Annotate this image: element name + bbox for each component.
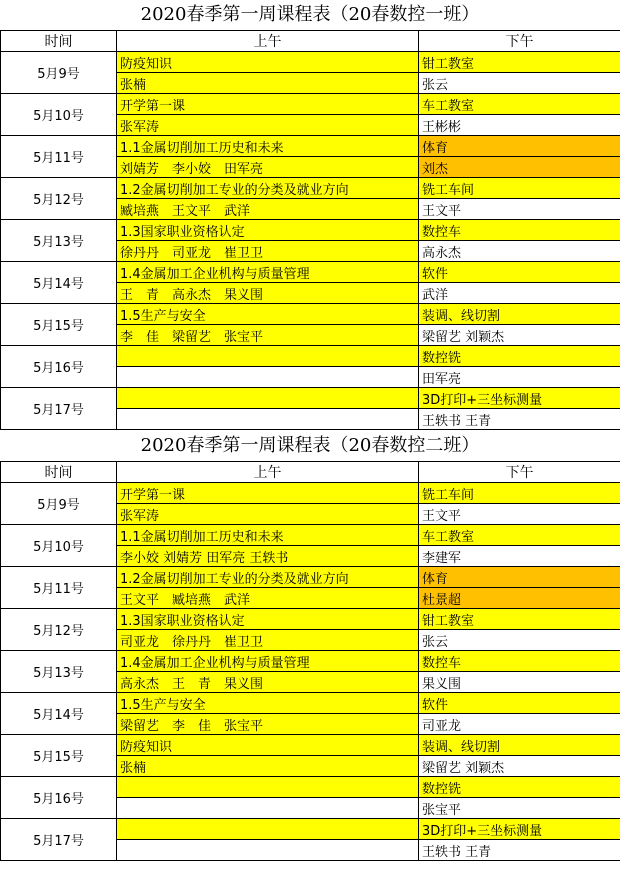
afternoon-course-cell: 钳工教室 — [419, 609, 620, 630]
morning-teacher-cell: 臧培燕 王文平 武洋 — [117, 199, 419, 220]
morning-teacher-cell: 高永杰 王 青 果义围 — [117, 672, 419, 693]
date-cell: 5月16号 — [1, 777, 117, 819]
afternoon-teacher-cell: 张云 — [419, 73, 620, 94]
afternoon-teacher-cell: 王彬彬 — [419, 115, 620, 136]
schedule-row — [1, 819, 620, 840]
morning-course-cell: 1.5生产与安全 — [117, 693, 419, 714]
header-morning: 上午 — [117, 31, 419, 52]
date-cell: 5月12号 — [1, 609, 117, 651]
morning-teacher-cell: 李 佳 梁留艺 张宝平 — [117, 325, 419, 346]
afternoon-course-cell: 软件 — [419, 693, 620, 714]
afternoon-teacher-cell: 田军亮 — [419, 367, 620, 388]
morning-teacher-cell: 王 青 高永杰 果义围 — [117, 283, 419, 304]
afternoon-course-cell: 车工教室 — [419, 525, 620, 546]
afternoon-course-cell: 铣工车间 — [419, 483, 620, 504]
morning-teacher-cell: 司亚龙 徐丹丹 崔卫卫 — [117, 630, 419, 651]
morning-teacher-cell: 刘婧芳 李小姣 田军亮 — [117, 157, 419, 178]
afternoon-teacher-cell: 王轶书 王青 — [419, 409, 620, 430]
afternoon-course-cell: 体育 — [419, 567, 620, 588]
date-cell: 5月11号 — [1, 567, 117, 609]
morning-teacher-cell — [117, 840, 419, 861]
morning-teacher-cell: 梁留艺 李 佳 张宝平 — [117, 714, 419, 735]
afternoon-course-cell: 数控铣 — [419, 777, 620, 798]
schedule-row — [1, 483, 620, 504]
schedule-row — [1, 262, 620, 283]
afternoon-course-cell: 装调、线切割 — [419, 304, 620, 325]
date-cell: 5月17号 — [1, 388, 117, 430]
schedule-row — [1, 136, 620, 157]
afternoon-teacher-cell: 张云 — [419, 630, 620, 651]
afternoon-teacher-cell: 李建军 — [419, 546, 620, 567]
afternoon-course-cell: 数控车 — [419, 651, 620, 672]
schedule-row — [1, 304, 620, 325]
afternoon-course-cell: 体育 — [419, 136, 620, 157]
schedule-row — [1, 346, 620, 367]
date-cell: 5月11号 — [1, 136, 117, 178]
afternoon-teacher-cell: 司亚龙 — [419, 714, 620, 735]
header-afternoon: 下午 — [419, 31, 620, 52]
date-cell: 5月12号 — [1, 178, 117, 220]
header-morning: 上午 — [117, 462, 419, 483]
morning-teacher-cell — [117, 409, 419, 430]
afternoon-teacher-cell: 高永杰 — [419, 241, 620, 262]
morning-teacher-cell: 徐丹丹 司亚龙 崔卫卫 — [117, 241, 419, 262]
afternoon-teacher-cell: 刘杰 — [419, 157, 620, 178]
morning-teacher-cell: 王文平 臧培燕 武洋 — [117, 588, 419, 609]
schedule-row — [1, 52, 620, 73]
morning-course-cell: 1.3国家职业资格认定 — [117, 609, 419, 630]
morning-course-cell — [117, 777, 419, 798]
schedule-row — [1, 735, 620, 756]
morning-course-cell: 1.1金属切削加工历史和未来 — [117, 525, 419, 546]
date-cell: 5月15号 — [1, 304, 117, 346]
schedule-row — [1, 94, 620, 115]
schedule-row — [1, 609, 620, 630]
morning-course-cell: 1.2金属切削加工专业的分类及就业方向 — [117, 567, 419, 588]
morning-course-cell: 1.3国家职业资格认定 — [117, 220, 419, 241]
afternoon-teacher-cell: 张宝平 — [419, 798, 620, 819]
morning-teacher-cell: 张楠 — [117, 73, 419, 94]
morning-teacher-cell — [117, 367, 419, 388]
afternoon-course-cell: 3D打印+三坐标测量 — [419, 388, 620, 409]
date-cell: 5月9号 — [1, 52, 117, 94]
afternoon-course-cell: 数控铣 — [419, 346, 620, 367]
morning-course-cell — [117, 346, 419, 367]
afternoon-course-cell: 软件 — [419, 262, 620, 283]
afternoon-teacher-cell: 杜景超 — [419, 588, 620, 609]
afternoon-teacher-cell: 武洋 — [419, 283, 620, 304]
schedule-row — [1, 567, 620, 588]
schedule-row — [1, 178, 620, 199]
afternoon-teacher-cell: 梁留艺 刘颖杰 — [419, 756, 620, 777]
header-time: 时间 — [1, 462, 117, 483]
morning-course-cell: 开学第一课 — [117, 483, 419, 504]
header-row — [1, 31, 620, 52]
afternoon-teacher-cell: 梁留艺 刘颖杰 — [419, 325, 620, 346]
morning-course-cell: 1.1金属切削加工历史和未来 — [117, 136, 419, 157]
date-cell: 5月13号 — [1, 651, 117, 693]
schedule-row — [1, 525, 620, 546]
date-cell: 5月14号 — [1, 262, 117, 304]
table-title: 2020春季第一周课程表（20春数控一班） — [140, 4, 480, 25]
morning-teacher-cell: 李小姣 刘婧芳 田军亮 王轶书 — [117, 546, 419, 567]
schedule-table — [0, 30, 620, 430]
morning-teacher-cell: 张军涛 — [117, 504, 419, 525]
schedule-row — [1, 388, 620, 409]
morning-course-cell — [117, 819, 419, 840]
morning-course-cell: 1.2金属切削加工专业的分类及就业方向 — [117, 178, 419, 199]
afternoon-teacher-cell: 果义围 — [419, 672, 620, 693]
morning-course-cell: 1.4金属加工企业机构与质量管理 — [117, 262, 419, 283]
afternoon-course-cell: 数控车 — [419, 220, 620, 241]
afternoon-teacher-cell: 王文平 — [419, 504, 620, 525]
date-cell: 5月14号 — [1, 693, 117, 735]
afternoon-course-cell: 铣工车间 — [419, 178, 620, 199]
morning-course-cell: 开学第一课 — [117, 94, 419, 115]
morning-teacher-cell: 张楠 — [117, 756, 419, 777]
afternoon-course-cell: 钳工教室 — [419, 52, 620, 73]
afternoon-course-cell: 车工教室 — [419, 94, 620, 115]
date-cell: 5月10号 — [1, 94, 117, 136]
afternoon-teacher-cell: 王轶书 王青 — [419, 840, 620, 861]
date-cell: 5月16号 — [1, 346, 117, 388]
schedule-table — [0, 461, 620, 861]
schedule-section-1 — [0, 0, 620, 430]
schedule-row — [1, 693, 620, 714]
schedule-row — [1, 777, 620, 798]
schedule-row — [1, 220, 620, 241]
morning-teacher-cell — [117, 798, 419, 819]
date-cell: 5月9号 — [1, 483, 117, 525]
date-cell: 5月10号 — [1, 525, 117, 567]
date-cell: 5月13号 — [1, 220, 117, 262]
header-row — [1, 462, 620, 483]
table-title: 2020春季第一周课程表（20春数控二班） — [140, 435, 480, 456]
date-cell: 5月15号 — [1, 735, 117, 777]
morning-course-cell — [117, 388, 419, 409]
header-time: 时间 — [1, 31, 117, 52]
afternoon-course-cell: 3D打印+三坐标测量 — [419, 819, 620, 840]
header-afternoon: 下午 — [419, 462, 620, 483]
morning-course-cell: 防疫知识 — [117, 52, 419, 73]
afternoon-course-cell: 装调、线切割 — [419, 735, 620, 756]
date-cell: 5月17号 — [1, 819, 117, 861]
schedule-section-2 — [0, 431, 620, 861]
morning-course-cell: 防疫知识 — [117, 735, 419, 756]
afternoon-teacher-cell: 王文平 — [419, 199, 620, 220]
morning-teacher-cell: 张军涛 — [117, 115, 419, 136]
schedule-row — [1, 651, 620, 672]
morning-course-cell: 1.5生产与安全 — [117, 304, 419, 325]
morning-course-cell: 1.4金属加工企业机构与质量管理 — [117, 651, 419, 672]
